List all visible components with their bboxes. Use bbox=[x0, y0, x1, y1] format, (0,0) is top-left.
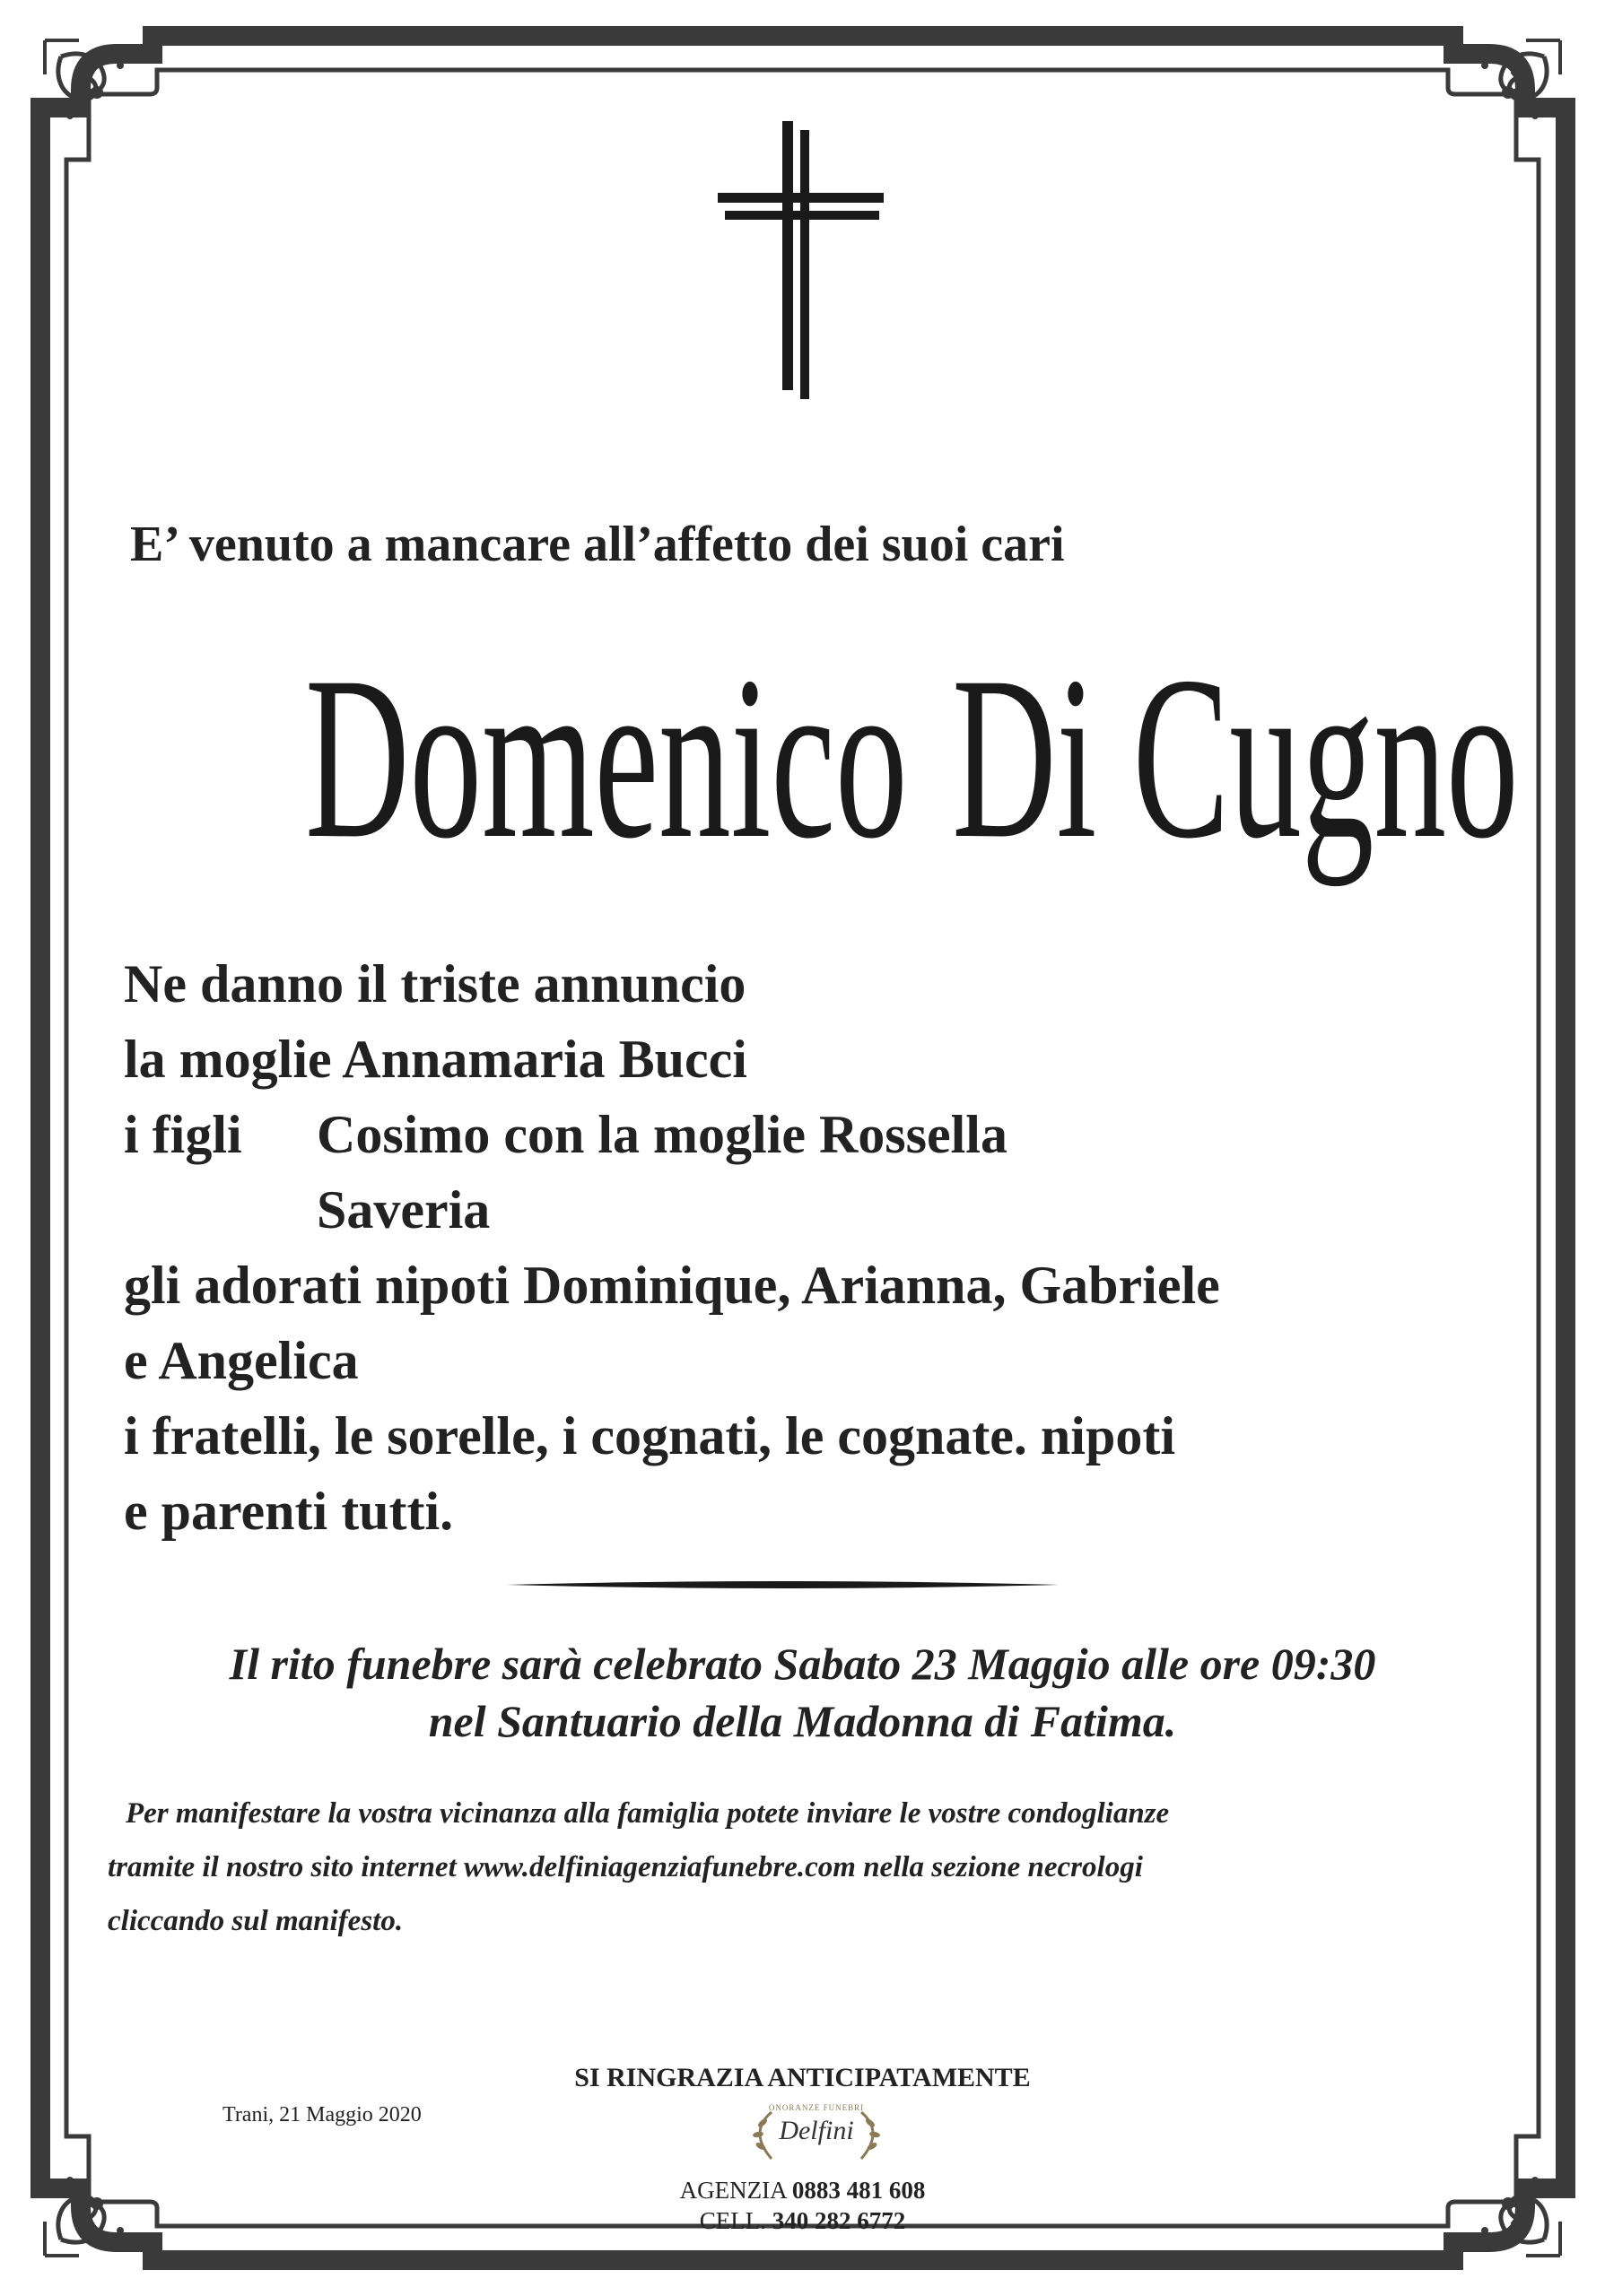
agency-contacts bbox=[0, 2175, 1605, 2236]
cell-phone: 340 282 6772 bbox=[772, 2207, 906, 2234]
rite-line: nel Santuario della Madonna di Fatima. bbox=[428, 1696, 1177, 1746]
first-name: Domenico bbox=[305, 629, 908, 887]
agency-phone: 0883 481 608 bbox=[791, 2177, 926, 2204]
children-line bbox=[124, 1097, 1220, 1172]
deceased-name bbox=[305, 629, 1519, 887]
family-line: e Angelica bbox=[124, 1331, 359, 1390]
intro-text: E’ venuto a mancare all’affetto dei suoi cari bbox=[130, 517, 1065, 572]
child-name: Saveria bbox=[317, 1180, 491, 1239]
condolence-notice bbox=[108, 1787, 1507, 1948]
child-name: Cosimo con la moglie Rossella bbox=[317, 1105, 1007, 1164]
condolence-line: Per manifestare la vostra vicinanza alla famiglia potete inviare le vostre condoglianze bbox=[126, 1797, 1170, 1830]
agency-label: AGENZIA bbox=[679, 2177, 787, 2204]
family-line: i fratelli, le sorelle, i cognati, le cognate. nipoti bbox=[124, 1406, 1175, 1465]
children-label: i figli bbox=[124, 1105, 242, 1164]
cell-phone-line bbox=[0, 2205, 1605, 2236]
condolence-line: tramite il nostro sito internet www.delfiniagenziafunebre.com nella sezione necrologi bbox=[108, 1851, 1143, 1883]
place-date: Trani, 21 Maggio 2020 bbox=[222, 2103, 422, 2126]
family-announcement bbox=[124, 946, 1220, 1549]
agency-phone-line bbox=[0, 2175, 1605, 2205]
family-line: e parenti tutti. bbox=[124, 1482, 454, 1541]
cell-label: CELL. bbox=[699, 2207, 766, 2234]
family-line: la moglie Annamaria Bucci bbox=[124, 1030, 747, 1089]
agency-logo bbox=[736, 2103, 897, 2166]
children-line bbox=[124, 1172, 1220, 1248]
funeral-rite bbox=[0, 1635, 1605, 1750]
rite-line: Il rito funebre sarà celebrato Sabato 23 Maggio alle ore 09:30 bbox=[229, 1639, 1376, 1689]
divider bbox=[507, 1580, 1059, 1589]
last-name: Di Cugno bbox=[952, 629, 1519, 887]
logo-subtitle: ONORANZE FUNEBRI bbox=[768, 2103, 865, 2112]
family-line: gli adorati nipoti Dominique, Arianna, Gabriele bbox=[124, 1256, 1220, 1315]
thanks-text: SI RINGRAZIA ANTICIPATAMENTE bbox=[574, 2063, 1031, 2092]
condolence-line: cliccando sul manifesto. bbox=[108, 1905, 404, 1937]
family-line: Ne danno il triste annuncio bbox=[124, 954, 746, 1013]
logo-name: Delfini bbox=[779, 2116, 854, 2145]
cross-icon bbox=[718, 121, 884, 399]
